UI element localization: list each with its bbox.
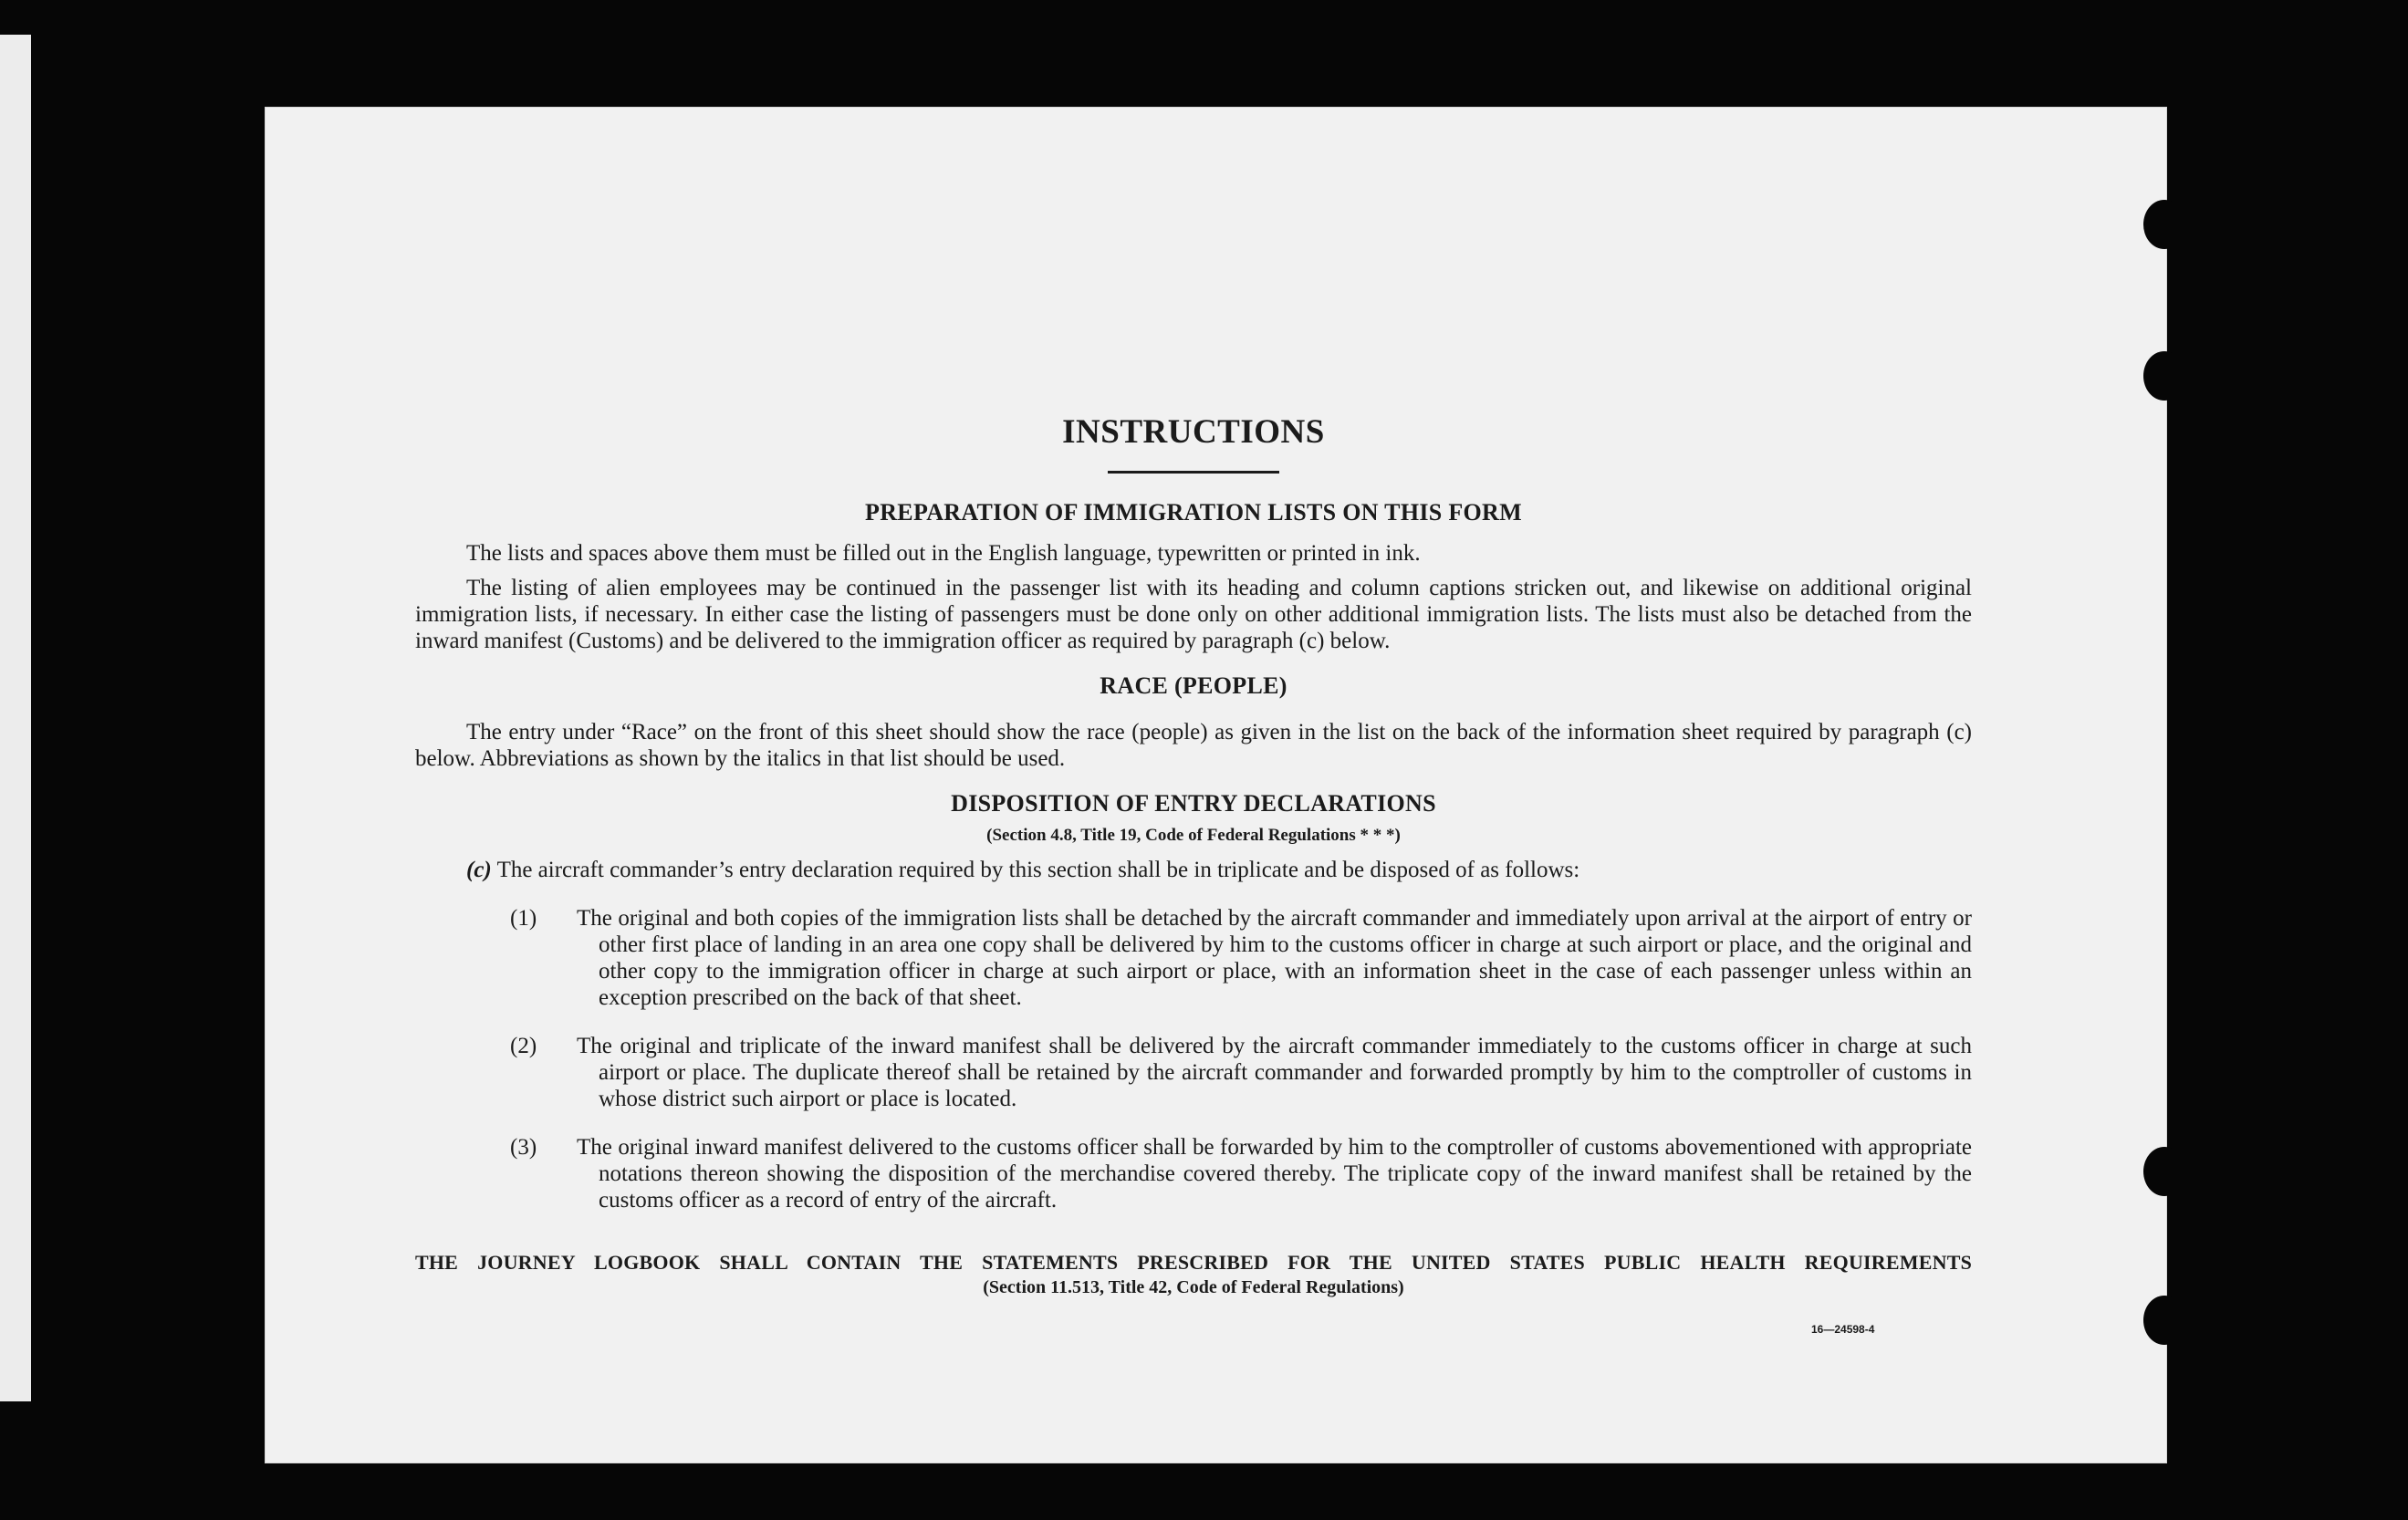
list-item-text: The original inward manifest delivered to the customs officer shall be forwarded by him to the comptroller of customs abovementioned with appropriate notations thereon showing the disposition of the merchandise covered thereby. The triplicate copy of the inward manifest shall be retained by the customs officer as a record of entry of the aircraft. bbox=[577, 1135, 1972, 1213]
race-paragraph: The entry under “Race” on the front of this sheet should show the race (people) as given in the list on the back of the information sheet required by paragraph (c) below. Abbreviations as shown by the italics in that list should be used. bbox=[415, 720, 1972, 771]
list-item-number: (1) bbox=[510, 906, 537, 931]
preparation-paragraph-2: The listing of alien employees may be continued in the passenger list with its heading and column captions stricken out, and likewise on additional original immigration lists, if necessary. In either case the listing of passengers must be done only on other additional immigration lists. The lists must also be detached from the inward manifest (Customs) and be delivered to the immigration officer as required by paragraph (c) below. bbox=[415, 576, 1972, 653]
paragraph-c-marker: (c) bbox=[466, 858, 492, 882]
disposition-heading: DISPOSITION OF ENTRY DECLARATIONS bbox=[951, 790, 1436, 817]
list-item-text: The original and both copies of the immigration lists shall be detached by the aircraft commander and immediately upon arrival at the airport of entry or other first place of landing in an area one copy shall be delivered by him to the customs officer in charge at such airport or place, and the original and other copy to the immigration officer in charge at such airport or place, with an information sheet in the case of each passenger unless within an exception prescribed on the back of that sheet. bbox=[577, 906, 1972, 1010]
preparation-paragraph-1: The lists and spaces above them must be filled out in the English language, typewritten or printed in ink. bbox=[466, 541, 1421, 566]
punch-hole bbox=[2143, 1296, 2185, 1345]
list-item bbox=[415, 1033, 1972, 1112]
form-number: 16—24598-4 bbox=[1811, 1323, 1875, 1336]
list-item-number: (3) bbox=[510, 1135, 537, 1160]
paragraph-c-text: The aircraft commander’s entry declaration required by this section shall be in triplicate and be disposed of as follows: bbox=[496, 858, 1580, 882]
list-item-text: The original and triplicate of the inward manifest shall be delivered by the aircraft commander immediately to the customs officer in charge at such airport or place. The duplicate thereof shall be retained by the aircraft commander and forwarded promptly by him to the comptroller of customs in whose district such airport or place is located. bbox=[577, 1034, 1972, 1111]
punch-hole bbox=[2143, 200, 2185, 249]
race-heading: RACE (PEOPLE) bbox=[1100, 672, 1287, 699]
title-underline bbox=[1108, 471, 1279, 474]
footer-subtitle: (Section 11.513, Title 42, Code of Federal Regulations) bbox=[983, 1277, 1404, 1297]
instructions-content bbox=[415, 303, 1972, 1336]
page-title: INSTRUCTIONS bbox=[1062, 413, 1325, 451]
punch-hole bbox=[2143, 351, 2185, 401]
punch-hole bbox=[2143, 1147, 2185, 1196]
disposition-list bbox=[415, 905, 1972, 1213]
scan-left-edge bbox=[0, 35, 31, 1401]
list-item bbox=[415, 905, 1972, 1011]
footer-title: THE JOURNEY LOGBOOK SHALL CONTAIN THE STATEMENTS PRESCRIBED FOR THE UNITED STATES PUBLIC HEALTH REQUIREMENTS bbox=[415, 1251, 1972, 1274]
list-item-number: (2) bbox=[510, 1034, 537, 1058]
preparation-heading: PREPARATION OF IMMIGRATION LISTS ON THIS FORM bbox=[865, 499, 1522, 526]
disposition-subheading: (Section 4.8, Title 19, Code of Federal Regulations * * *) bbox=[986, 826, 1401, 845]
paragraph-c bbox=[415, 857, 1972, 883]
document-page bbox=[265, 107, 2167, 1463]
list-item bbox=[415, 1134, 1972, 1213]
